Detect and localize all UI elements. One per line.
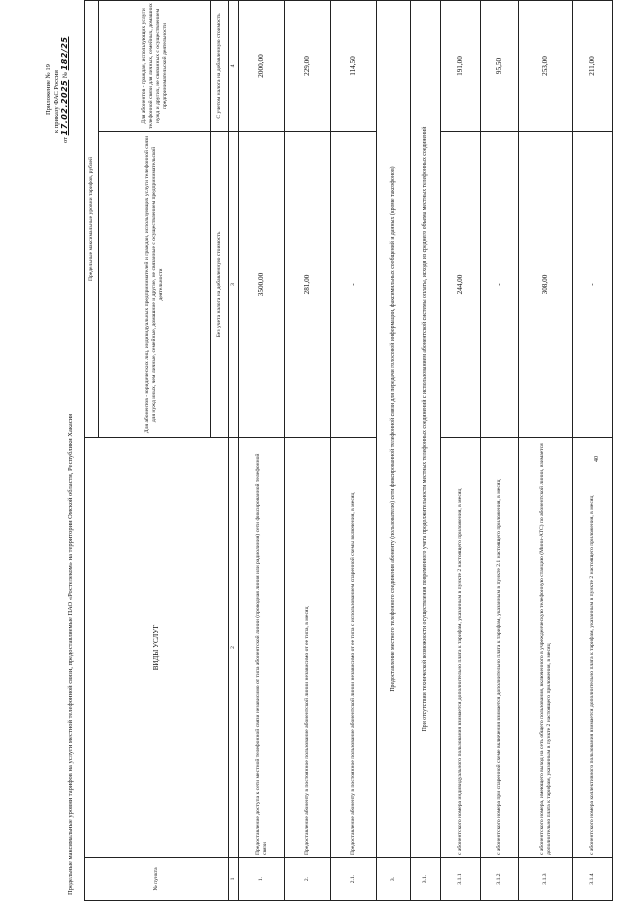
row-value-legal: - xyxy=(331,132,377,438)
row-service: Предоставление абоненту в постоянное пользование абонентской линии независимо от ее типа, в месяц xyxy=(285,438,331,858)
row-number: 2.1. xyxy=(331,858,377,901)
table-row xyxy=(331,1,377,901)
row-value-citizens: 2000,00 xyxy=(239,1,285,132)
column-index: 1 xyxy=(229,858,239,901)
row-number: 3.1.3 xyxy=(519,858,573,901)
section-row xyxy=(377,1,411,901)
row-value-citizens: 229,00 xyxy=(285,1,331,132)
row-value-citizens: 253,00 xyxy=(519,1,573,132)
row-service: с абонентского номера индивидуального пользования взимается дополнительно плата к тарифам, указанным в пункте 2 настоящего приложения, в месяц xyxy=(441,438,481,858)
row-value-legal: - xyxy=(481,132,519,438)
header-citizens: Для абонентов - граждан, использующих услуги телефонной связи для личных, семейных, домашних нужд и других, не связанных с осуществлением предпринимательской деятельности xyxy=(99,1,211,132)
appendix-line-2: к приказу ФАС России xyxy=(53,70,60,133)
row-value-citizens: 95,50 xyxy=(481,1,519,132)
row-service: Предоставление доступа к сети местной телефонной связи независимо от типа абонентской линии (проводная линия или радиолиния) сети фиксированной телефонной связи xyxy=(239,438,285,858)
appendix-number: 182/25 xyxy=(60,36,69,71)
header-services: ВИДЫ УСЛУГ xyxy=(85,438,229,858)
row-value-legal: - xyxy=(573,132,613,438)
row-value-legal: 244,00 xyxy=(441,132,481,438)
table-row xyxy=(285,1,331,901)
row-service: с абонентского номера коллективного пользования взимается дополнительно плата к тарифам, указанным в пункте 2 настоящего приложения, в месяц xyxy=(573,438,613,858)
row-value-legal: 281,00 xyxy=(285,132,331,438)
page-number: 40 xyxy=(594,456,600,462)
document-title: Предельные максимальные уровни тарифов на услуги местной телефонной связи, предоставляемые ПАО «Ростелеком» на территории Омской области, Республики Хакасия xyxy=(67,413,74,895)
row-service: Предоставление абоненту в постоянное пользование абонентской линии независимо от ее типа с использованием спаренной схемы включения, в месяц xyxy=(331,438,377,858)
appendix-from: от xyxy=(62,136,69,143)
row-service: с абонентского номера, имеющего выход на сеть общего пользования, включенного в учрежденческую телефонную станцию (Мини-АТС) по абонентской линии, взимается дополнительно плата к тарифам, указанным в пункте 2 настоящего приложения, в месяц xyxy=(519,438,573,858)
row-number: 3.1.4 xyxy=(573,858,613,901)
section-row xyxy=(411,1,441,901)
appendix-number-sign: № xyxy=(62,71,69,79)
header-number: № пункта xyxy=(85,858,229,901)
row-number: 3.1.1 xyxy=(441,858,481,901)
row-value-legal: 3500,00 xyxy=(239,132,285,438)
row-value-citizens: 114,50 xyxy=(331,1,377,132)
row-value-legal: 308,00 xyxy=(519,132,573,438)
table-row xyxy=(441,1,481,901)
tariff-table xyxy=(84,0,613,901)
row-value-citizens: 191,00 xyxy=(441,1,481,132)
section-title: При отсутствии технической возможности осуществления повременного учета продолжительности местных телефонных соединений с использованием абонентской системы оплаты, исходя из среднего объема местных телефонных соединений xyxy=(411,1,441,858)
table-row xyxy=(239,1,285,901)
row-number: 3.1.2 xyxy=(481,858,519,901)
column-index: 2 xyxy=(229,438,239,858)
column-index: 3 xyxy=(229,132,239,438)
row-number: 1. xyxy=(239,858,285,901)
section-title: Предоставление местного телефонного соединения абоненту (пользователю) сети фиксированной телефонной связи для передачи голосовой информации, факсимильных сообщений и данных (кроме таксофонов) xyxy=(377,1,411,858)
header-levels: Предельные максимальные уровни тарифов, рублей xyxy=(85,1,99,438)
row-value-citizens: 211,00 xyxy=(573,1,613,132)
section-number: 3.1. xyxy=(411,858,441,901)
section-number: 3. xyxy=(377,858,411,901)
row-number: 2. xyxy=(285,858,331,901)
table-row xyxy=(573,1,613,901)
header-with-vat: С учетом налога на добавленную стоимость xyxy=(211,1,229,132)
appendix-date: 17.02.2025 xyxy=(60,79,69,136)
header-legal-entities: Для абонентов - юридических лиц, индивидуальных предпринимателей и граждан, использующих услуги телефонной связи для нужд иных, чем личные, семейные, домашние и другие, не связанные с осуществлением предпринимательской деятельности xyxy=(99,132,211,438)
table-row xyxy=(519,1,573,901)
row-service: с абонентского номера при спаренной схеме включения взимается дополнительно плата к тарифам, указанным в пункте 2.1 настоящего приложения, в месяц xyxy=(481,438,519,858)
appendix-line-1: Приложение № 19 xyxy=(45,64,52,115)
table-row xyxy=(481,1,519,901)
header-without-vat: Без учета налога на добавленную стоимость xyxy=(211,132,229,438)
column-index: 4 xyxy=(229,1,239,132)
